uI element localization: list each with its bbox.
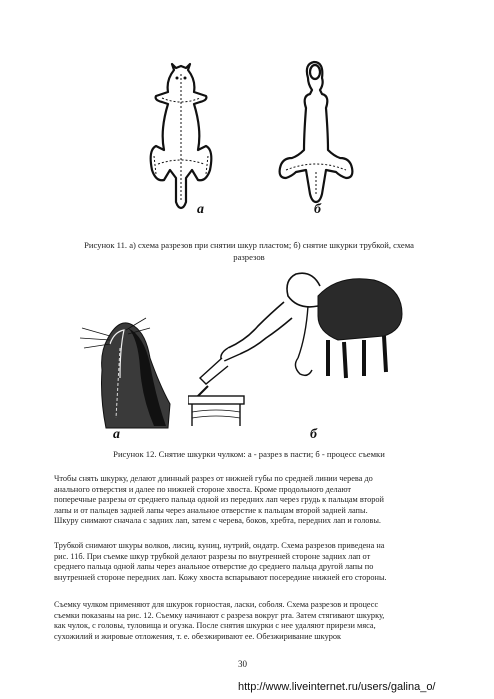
paragraph-1 bbox=[54, 474, 452, 527]
figure-11-caption bbox=[50, 239, 448, 263]
figure-12a-mouth-cut-illustration bbox=[80, 308, 172, 430]
paragraph-2-line-4: внутренней стороне передних лап. Кожу хвоста вспарывают посередине нижней его стороны. bbox=[54, 572, 387, 582]
figure-12b-label: б bbox=[310, 427, 317, 442]
figure-11a-flat-pelt-diagram bbox=[136, 60, 226, 220]
paragraph-2-line-3: среднего пальца одной лапы через анальное отверстие до среднего пальца другой лапы по bbox=[54, 562, 374, 572]
figure-11a-label: а bbox=[197, 202, 204, 217]
figure-12-caption: Рисунок 12. Снятие шкурки чулком: а - разрез в пасти; б - процесс съемки bbox=[113, 449, 385, 459]
paragraph-3-line-3: как чулок, с головы, туловища и огузка. После снятия шкурки с нее удаляют прирези мяса, bbox=[54, 621, 376, 631]
paragraph-2-line-1: Трубкой снимают шкуры волков, лисиц, куниц, нутрий, ондатр. Схема разрезов приведена на bbox=[54, 541, 385, 550]
paragraph-1-line-2: анального отверстия и далее по нижней стороне хвоста. Кроме продольного делают bbox=[54, 484, 352, 494]
paragraph-1-line-3: поперечные разрезы от среднего пальца одной из передних лап через грудь к пальцам второй bbox=[54, 495, 384, 505]
paragraph-3-line-4: сухожилий и жировые отложения, т. е. обезжиривают ее. Обезжиривание шкурок bbox=[54, 631, 342, 641]
paragraph-2-line-2: рис. 11б. При съемке шкур трубкой делают разрезы по внутренней стороне задних лап от bbox=[54, 551, 371, 561]
figure-11-caption-line-1: Рисунок 11. а) схема разрезов при снятии шкур пластом; б) снятие шкурки трубкой, схема bbox=[84, 240, 414, 250]
paragraph-1-line-1: Чтобы снять шкурку, делают длинный разрез от нижней губы по средней линии черева до bbox=[54, 474, 373, 483]
paragraph-1-line-4: лапы и от пальцев задней лапы через анальное отверстие к пальцам второй задней лапы. bbox=[54, 505, 368, 515]
paragraph-1-line-5: Шкуру снимают сначала с задних лап, затем с черева, боков, хребта, передних лап и головы. bbox=[54, 516, 381, 526]
paragraph-3-line-2: съемки показаны на рис. 12. Съемку начинают с разреза вокруг рта. Затем стягивают шкурку, bbox=[54, 610, 385, 620]
figure-12a-label: а bbox=[113, 427, 120, 442]
figure-11-caption-line-2: разрезов bbox=[233, 252, 265, 262]
figure-11b-label: б bbox=[314, 202, 321, 217]
paragraph-3-line-1: Съемку чулком применяют для шкурок горностая, ласки, соболя. Схема разрезов и процесс bbox=[54, 600, 379, 609]
figure-11b-tube-pelt-diagram bbox=[268, 54, 364, 214]
page-number: 30 bbox=[238, 659, 247, 669]
footer-url-link[interactable]: http://www.liveinternet.ru/users/galina_o/ bbox=[238, 681, 436, 693]
paragraph-3 bbox=[54, 600, 452, 642]
paragraph-2 bbox=[54, 541, 452, 583]
figure-12b-skinning-process-illustration bbox=[188, 266, 414, 430]
